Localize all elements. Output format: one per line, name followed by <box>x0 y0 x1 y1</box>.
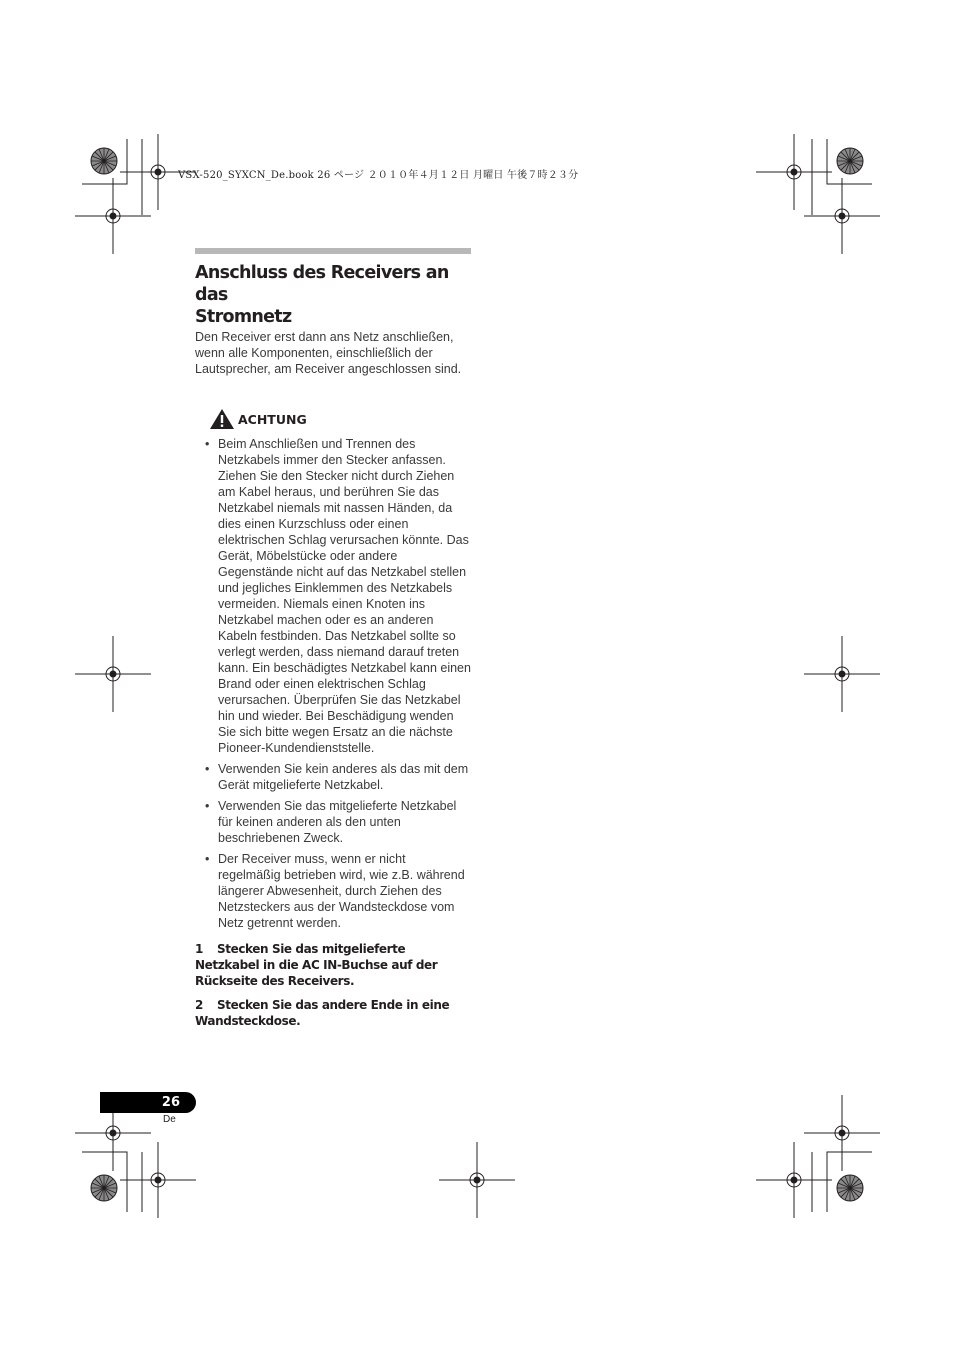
warning-triangle-icon <box>209 408 235 430</box>
main-content <box>195 248 471 1029</box>
section-title-bar <box>195 248 471 254</box>
section-title-line-2: Stromnetz <box>195 307 292 327</box>
caution-label: ACHTUNG <box>238 411 307 427</box>
caution-heading <box>209 408 471 430</box>
step-text: Stecken Sie das mitgelieferte Netzkabel in die AC IN-Buchse auf der Rückseite des Receivers. <box>195 942 438 988</box>
caution-list <box>195 436 471 931</box>
section-title-line-1: Anschluss des Receivers an das <box>195 263 449 305</box>
section-title <box>195 262 471 328</box>
step-number: 2 <box>195 998 203 1012</box>
intro-paragraph: Den Receiver erst dann ans Netz anschließen, wenn alle Komponenten, einschließlich der Lautsprecher, am Receiver angeschlossen sind. <box>195 330 462 376</box>
caution-item: • Verwenden Sie kein anderes als das mit dem Gerät mitgelieferte Netzkabel. <box>195 761 471 793</box>
step-2 <box>195 997 471 1029</box>
step-number: 1 <box>195 942 203 956</box>
caution-item: • Der Receiver muss, wenn er nicht regelmäßig betrieben wird, wie z.B. während längerer Abwesenheit, durch Ziehen des Netzsteckers aus der Wandsteckdose vom Netz getrennt werden. <box>195 851 471 931</box>
step-text: Stecken Sie das andere Ende in eine Wandsteckdose. <box>195 998 450 1028</box>
caution-item: • Verwenden Sie das mitgelieferte Netzkabel für keinen anderen als den unten beschriebenen Zweck. <box>195 798 471 846</box>
page-number-badge: 26 <box>100 1092 196 1113</box>
language-code: De <box>163 1114 176 1125</box>
print-file-header: VSX-520_SYXCN_De.book 26 ページ ２０１０年４月１２日 月曜日 午後７時２３分 <box>178 170 579 181</box>
step-1 <box>195 941 471 989</box>
caution-item: • Beim Anschließen und Trennen des Netzkabels immer den Stecker anfassen. Ziehen Sie den Stecker nicht durch Ziehen am Kabel heraus, und berühren Sie das Netzkabel niemals mit nassen Händen, da dies einen Kurzschluss oder einen elektrischen Schlag verursachen könnte. Das Gerät, Möbelstücke oder andere Gegenstände nicht auf das Netzkabel stellen und jegliches Einklemmen des Netzkabels vermeiden. Niemals einen Knoten ins Netzkabel machen oder es an anderen Kabeln festbinden. Das Netzkabel sollte so verlegt werden, dass niemand darauf treten kann. Ein beschädigtes Netzkabel kann einen Brand oder einen elektrischen Schlag verursachen. Überprüfen Sie das Netzkabel hin und wieder. Bei Beschädigung wenden Sie sich bitte wegen Ersatz an die nächste Pioneer-Kundendienststelle. <box>195 436 471 756</box>
